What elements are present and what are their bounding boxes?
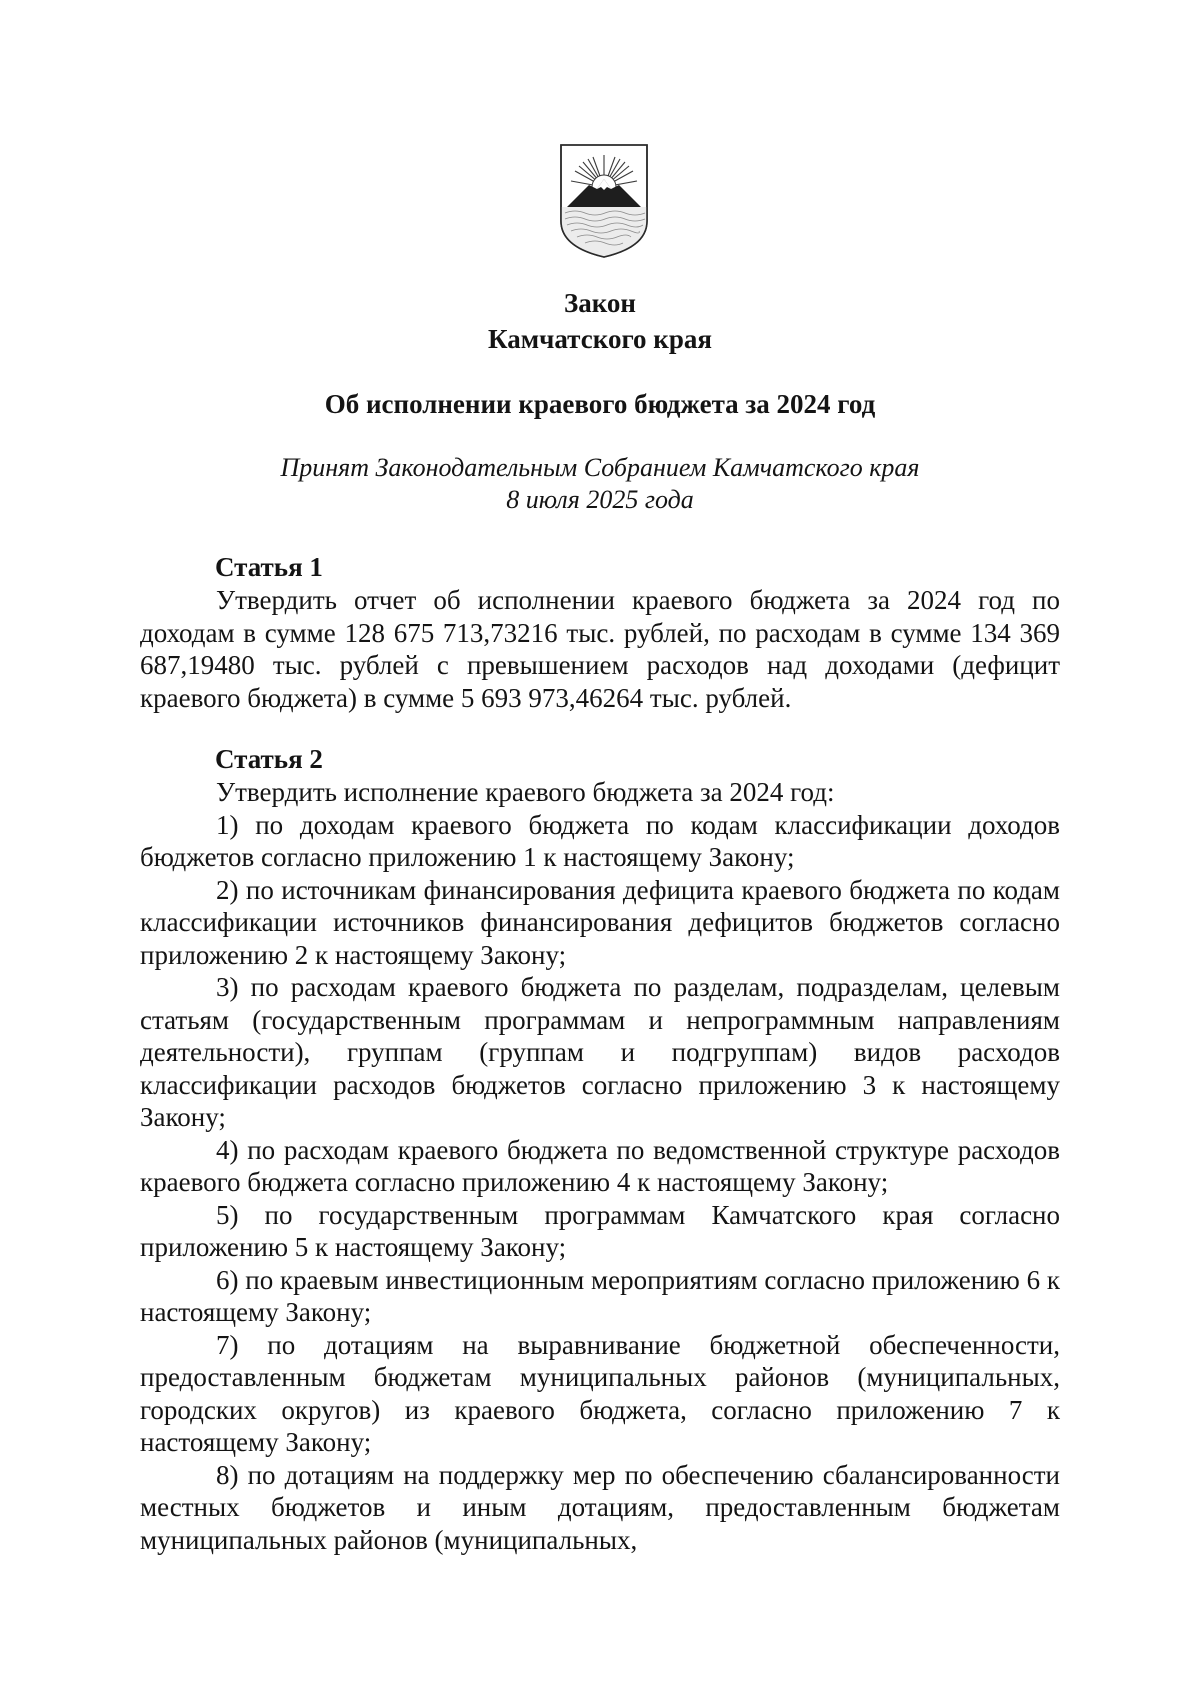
article-2-item-4: 4) по расходам краевого бюджета по ведомственной структуре расходов краевого бюджета согласно приложению 4 к настоящему Закону; [140, 1134, 1060, 1197]
article-2-item-5: 5) по государственным программам Камчатского края согласно приложению 5 к настоящему Закону; [140, 1199, 1060, 1262]
law-subject: Об исполнении краевого бюджета за 2024 год [324, 389, 876, 419]
kamchatka-coat-of-arms-icon [559, 143, 649, 259]
article-2-item-7: 7) по дотациям на выравнивание бюджетной обеспеченности, предоставленным бюджетам муниципальных районов (муниципальных, городских округов) из краевого бюджета, согласно приложению 7 к настоящему Закону; [140, 1329, 1060, 1457]
law-title: Закон [563, 288, 636, 318]
article-2-item-3: 3) по расходам краевого бюджета по разделам, подразделам, целевым статьям (государственным программам и непрограммным направлениям деятельности), группам (группам и подгруппам) видов расходов классификации расходов бюджетов согласно приложению 3 к настоящему Закону; [140, 972, 1060, 1132]
article-2-item-6: 6) по краевым инвестиционным мероприятиям согласно приложению 6 к настоящему Закону; [140, 1264, 1060, 1327]
adoption-note: Принят Законодательным Собранием Камчатского края [280, 453, 920, 482]
article-2-item-1: 1) по доходам краевого бюджета по кодам классификации доходов бюджетов согласно приложению 1 к настоящему Закону; [140, 809, 1060, 872]
article-1-text: Утвердить отчет об исполнении краевого бюджета за 2024 год по доходам в сумме 128 675 713,73216 тыс. рублей, по расходам в сумме 134 369 687,19480 тыс. рублей с превышением расходов над доходами (дефицит краевого бюджета) в сумме 5 693 973,46264 тыс. рублей. [140, 585, 1060, 713]
article-2-item-8: 8) по дотациям на поддержку мер по обеспечению сбалансированности местных бюджетов и иным дотациям, предоставленным бюджетам муниципальных районов (муниципальных, [140, 1459, 1060, 1555]
article-2-item-2: 2) по источникам финансирования дефицита краевого бюджета по кодам классификации источников финансирования дефицитов бюджетов согласно приложению 2 к настоящему Закону; [140, 874, 1060, 970]
article-1-body [140, 584, 1060, 714]
article-2-heading: Статья 2 [215, 744, 323, 774]
adoption-date: 8 июля 2025 года [506, 485, 694, 514]
article-2-intro: Утвердить исполнение краевого бюджета за 2024 год: [216, 777, 835, 807]
law-issuer: Камчатского края [488, 324, 712, 354]
article-1-heading: Статья 1 [215, 552, 323, 582]
article-2-body [140, 776, 1060, 1556]
